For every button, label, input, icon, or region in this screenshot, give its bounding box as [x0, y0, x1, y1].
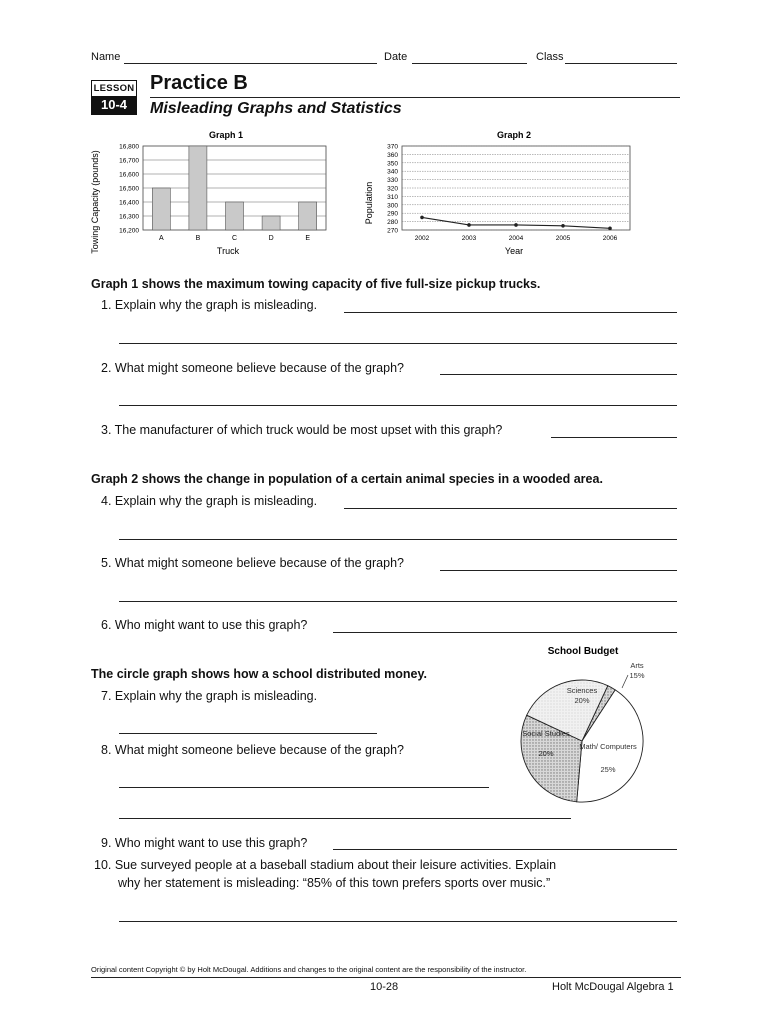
answer-9[interactable] [333, 849, 677, 850]
answer-5b[interactable] [119, 601, 677, 602]
question-1: 1. Explain why the graph is misleading. [101, 298, 318, 312]
question-9: 9. Who might want to use this graph? [101, 836, 308, 850]
pie-pct-math: 25% [600, 765, 616, 774]
graph2-chart [362, 126, 637, 258]
page-subtitle: Misleading Graphs and Statistics [150, 100, 402, 117]
pie-pct-arts: 15% [629, 671, 645, 680]
graph1-xtick: B [195, 235, 201, 242]
graph2-ytick: 370 [387, 143, 398, 151]
pie-label-math: Math/ Computers [579, 742, 637, 751]
answer-7[interactable] [119, 733, 377, 734]
graph1-ylabel: Towing Capacity (pounds) [90, 150, 100, 254]
graph2-xtick: 2002 [414, 235, 430, 242]
graph1-ytick: 16,700 [119, 157, 139, 165]
graph1-ytick: 16,800 [119, 143, 139, 151]
graph2-point-2005 [561, 224, 565, 228]
graph2-point-2002 [420, 216, 424, 220]
pie-label-arts: Arts [630, 661, 644, 670]
question-8: 8. What might someone believe because of the graph? [101, 743, 404, 757]
graph1-xtick: C [231, 235, 238, 242]
arts-leader-line [622, 675, 628, 688]
graph1-ytick: 16,200 [119, 227, 139, 235]
school-budget-chart [505, 640, 680, 810]
graph2-xtick: 2005 [555, 235, 571, 242]
question-10-line2: why her statement is misleading: “85% of this town prefers sports over music.” [118, 876, 551, 890]
lesson-label: LESSON [93, 83, 135, 94]
answer-10[interactable] [119, 921, 677, 922]
name-label: Name [91, 51, 121, 63]
pie-pct-sciences: 20% [574, 696, 590, 705]
graph1-bar-E [299, 202, 317, 230]
question-5: 5. What might someone believe because of the graph? [101, 556, 404, 570]
graph2-ylabel: Population [364, 181, 374, 225]
answer-5a[interactable] [440, 570, 677, 571]
book-title: Holt McDougal Algebra 1 [552, 981, 674, 993]
graph2-point-2004 [514, 223, 518, 227]
graph2-ytick: 320 [387, 185, 398, 193]
answer-4b[interactable] [119, 539, 677, 540]
answer-2b[interactable] [119, 405, 677, 406]
answer-6[interactable] [333, 632, 677, 633]
graph2-xlabel: Year [504, 246, 524, 256]
graph2-xtick: 2003 [461, 235, 477, 242]
graph2-point-2006 [608, 227, 612, 231]
copyright-notice: Original content Copyright © by Holt McDougal. Additions and changes to the original content are the responsibility of the instructor. [91, 965, 527, 974]
graph1-intro: Graph 1 shows the maximum towing capacity of five full-size pickup trucks. [91, 277, 541, 291]
graph1-xtick: D [268, 235, 274, 242]
question-4: 4. Explain why the graph is misleading. [101, 494, 318, 508]
graph2-ytick: 280 [387, 219, 398, 227]
graph1-chart [88, 126, 338, 258]
graph1-bar-B [189, 146, 207, 230]
question-3: 3. The manufacturer of which truck would be most upset with this graph? [101, 423, 503, 437]
pie-title: School Budget [547, 646, 619, 657]
class-field[interactable] [565, 63, 677, 64]
graph2-ytick: 350 [387, 160, 398, 168]
page-number: 10-28 [370, 981, 399, 993]
graph2-ytick: 360 [387, 151, 398, 159]
graph2-point-2003 [467, 223, 471, 227]
lesson-badge [91, 80, 137, 115]
graph1-bar-D [262, 216, 280, 230]
class-label: Class [536, 51, 564, 63]
answer-8a[interactable] [119, 787, 489, 788]
graph1-ytick: 16,600 [119, 171, 139, 179]
answer-2a[interactable] [440, 374, 677, 375]
lesson-number: 10-4 [92, 96, 136, 114]
footer-rule [91, 977, 681, 978]
page-title: Practice B [150, 72, 248, 94]
graph2-ytick: 310 [387, 193, 398, 201]
graph2-intro: Graph 2 shows the change in population of a certain animal species in a wooded area. [91, 472, 603, 486]
question-7: 7. Explain why the graph is misleading. [101, 689, 318, 703]
date-field[interactable] [412, 63, 527, 64]
graph1-title: Graph 1 [208, 130, 244, 140]
graph1-xtick: E [305, 235, 311, 242]
graph2-xtick: 2004 [508, 235, 524, 242]
graph1-xlabel: Truck [216, 246, 240, 256]
pie-pct-social: 20% [538, 749, 554, 758]
circle-intro: The circle graph shows how a school distributed money. [91, 667, 427, 681]
graph1-ytick: 16,400 [119, 199, 139, 207]
answer-3[interactable] [551, 437, 677, 438]
pie-label-social: Social Studies [522, 729, 570, 738]
answer-1b[interactable] [119, 343, 677, 344]
graph1-bar-C [226, 202, 244, 230]
graph1-xtick: A [158, 235, 164, 242]
pie-label-sciences: Sciences [566, 686, 598, 695]
graph1-ytick: 16,500 [119, 185, 139, 193]
graph1-bar-A [152, 188, 170, 230]
question-10-line1: 10. Sue surveyed people at a baseball stadium about their leisure activities. Explain [94, 858, 557, 872]
title-rule [150, 97, 680, 98]
question-6: 6. Who might want to use this graph? [101, 618, 308, 632]
graph2-ytick: 340 [387, 168, 398, 176]
name-field[interactable] [124, 63, 377, 64]
answer-4a[interactable] [344, 508, 677, 509]
answer-1a[interactable] [344, 312, 677, 313]
graph2-ytick: 290 [387, 210, 398, 218]
question-2: 2. What might someone believe because of the graph? [101, 361, 404, 375]
graph1-ytick: 16,300 [119, 213, 139, 221]
date-label: Date [384, 51, 408, 63]
graph2-ytick: 330 [387, 177, 398, 185]
graph2-ytick: 300 [387, 202, 398, 210]
answer-8b[interactable] [119, 818, 571, 819]
graph2-title: Graph 2 [496, 130, 532, 140]
graph2-ytick: 270 [387, 227, 398, 235]
graph2-xtick: 2006 [602, 235, 618, 242]
